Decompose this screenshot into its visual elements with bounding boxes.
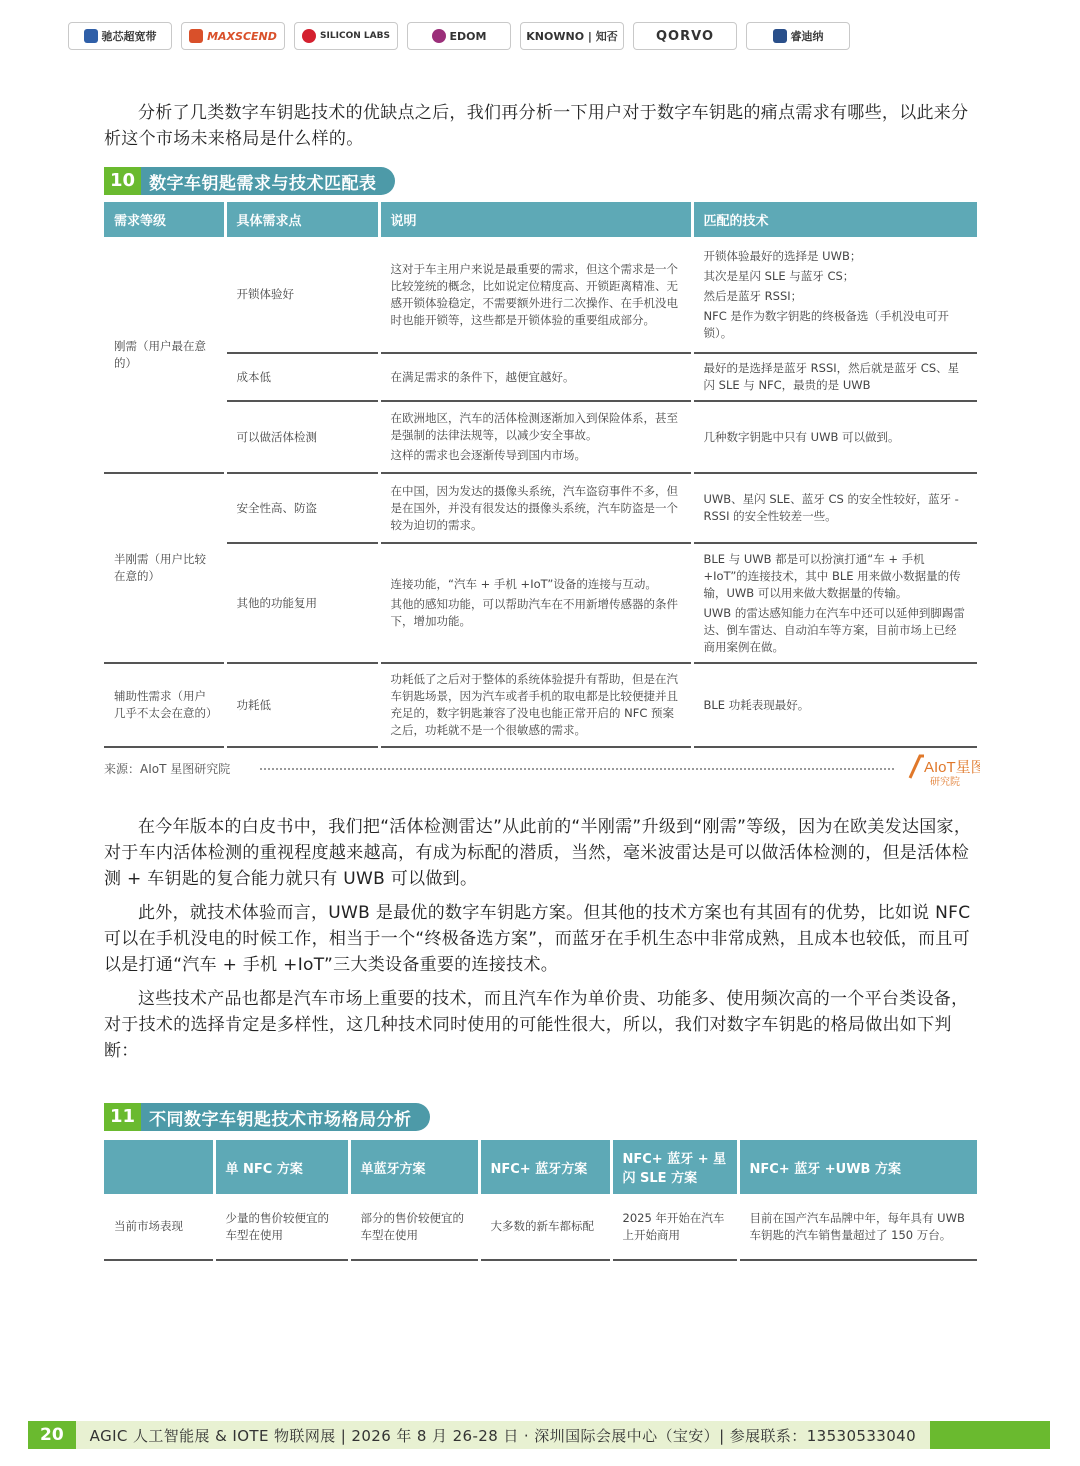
tech-cell	[692, 543, 977, 663]
dotted-divider	[260, 768, 894, 770]
table-cell: 大多数的新车都标配	[479, 1194, 611, 1260]
desc-line: 在欧洲地区，汽车的活体检测逐渐加入到保险体系，甚至是强制的法律法规等，以减少安全事故。	[390, 411, 678, 442]
sponsor-logo: EDOM	[407, 22, 511, 50]
footer-accent-bar	[930, 1421, 1050, 1449]
tech-line: 开锁体验最好的选择是 UWB；	[703, 248, 862, 263]
tech-line: NFC 是作为数字钥匙的终极备选（手机没电可开锁）。	[703, 308, 949, 340]
footer-text: AGIC 人工智能展 & IOTE 物联网展 | 2026 年 8 月 26-28 日 · 深圳国际会展中心（宝安）| 参展联系：13530533040	[89, 1426, 917, 1445]
tech-line: 几种数字钥匙中只有 UWB 可以做到。	[703, 429, 900, 444]
row-label-cell: 当前市场表现	[104, 1194, 214, 1260]
tech-cell	[692, 401, 977, 473]
source-label: 来源：AIoT 星图研究院	[104, 762, 231, 776]
desc-cell	[379, 401, 692, 473]
logo-mark-icon	[189, 29, 203, 43]
table-title: 不同数字车钥匙技术市场格局分析	[149, 1109, 412, 1130]
tech-cell	[692, 473, 977, 543]
desc-cell	[379, 237, 692, 353]
level-cell: 辅助性需求（用户几乎不太会在意的）	[104, 663, 225, 747]
desc-line: 连接功能，“汽车 + 手机 +IoT”设备的连接与互动。	[390, 577, 657, 591]
page-number: 20	[28, 1421, 76, 1449]
tech-line: 然后是蓝牙 RSSI；	[703, 288, 803, 303]
col-header: NFC+ 蓝牙方案	[479, 1140, 611, 1194]
need-cell: 成本低	[225, 353, 379, 401]
table-11-title	[104, 1103, 430, 1131]
tech-line: 最好的是选择是蓝牙 RSSI，然后就是蓝牙 CS、星闪 SLE 与 NFC，最贵的是 UWB	[703, 361, 960, 392]
tech-line: UWB、星闪 SLE、蓝牙 CS 的安全性较好，蓝牙 -RSSI 的安全性较差一些。	[703, 492, 959, 523]
desc-cell	[379, 543, 692, 663]
table-10-title	[104, 167, 395, 195]
intro-paragraph: 分析了几类数字车钥匙技术的优缺点之后，我们再分析一下用户对于数字车钥匙的痛点需求有哪些，以此来分析这个市场未来格局是什么样的。	[104, 103, 969, 149]
desc-line: 其他的感知功能，可以帮助汽车在不用新增传感器的条件下，增加功能。	[390, 597, 678, 628]
desc-line: 功耗低了之后对于整体的系统体验提升有帮助，但是在汽车钥匙场景，因为汽车或者手机的取电都是比较便捷并且充足的，数字钥匙兼容了没电也能正常开启的 NFC 预案之后，功耗就不是一个很敏感的需求。	[390, 672, 678, 737]
body-paragraph: 此外，就技术体验而言，UWB 是最优的数字车钥匙方案。但其他的技术方案也有其固有的优势，比如说 NFC 可以在手机没电的时候工作，相当于一个“终极备选方案”，而蓝牙在手机生态中非常成熟，且成本也较低，而且可以是打通“汽车 + 手机 +IoT”三大类设备重要的连接技术。	[104, 903, 971, 975]
col-header: NFC+ 蓝牙 + 星闪 SLE 方案	[611, 1140, 738, 1194]
desc-line: 这对于车主用户来说是最重要的需求，但这个需求是一个比较笼统的概念，比如说定位精度高、开锁距离精准、无感开锁体验稳定，不需要额外进行二次操作、在手机没电时也能开锁等，这些都是开锁体验的重要组成部分。	[390, 261, 678, 327]
table-number: 10	[104, 167, 141, 195]
col-header: 需求等级	[104, 202, 225, 237]
aiot-logo	[906, 752, 980, 788]
desc-line: 在满足需求的条件下，越便宜越好。	[390, 369, 575, 384]
need-cell: 可以做活体检测	[225, 401, 379, 473]
need-cell: 功耗低	[225, 663, 379, 747]
table-source	[104, 760, 894, 777]
table-cell: 部分的售价较便宜的车型在使用	[349, 1194, 479, 1260]
tech-line: UWB 的雷达感知能力在汽车中还可以延伸到脚踢雷达、倒车雷达、自动泊车等方案，目前市场上已经商用案例在做。	[703, 605, 965, 654]
sponsor-logo: KNOWNO | 知否	[520, 22, 624, 50]
level-cell: 刚需（用户最在意的）	[104, 237, 225, 473]
tech-line: BLE 与 UWB 都是可以扮演打通“车 + 手机 +IoT”的连接技术，其中 BLE 用来做小数据量的传输，UWB 可以用来做大数据量的传输。	[703, 551, 961, 600]
table-row	[104, 401, 977, 473]
aiot-logo-icon	[906, 752, 980, 788]
sponsor-logo: 睿迪纳	[746, 22, 850, 50]
sponsor-logo-strip	[68, 22, 850, 50]
col-header: 匹配的技术	[692, 202, 977, 237]
level-cell: 半刚需（用户比较在意的）	[104, 473, 225, 663]
desc-cell	[379, 353, 692, 401]
table-row	[104, 663, 977, 747]
table-header-row	[104, 1140, 977, 1194]
table-row	[104, 237, 977, 353]
tech-line: BLE 功耗表现最好。	[703, 697, 810, 712]
sponsor-logo: SILICON LABS	[294, 22, 398, 50]
need-cell: 安全性高、防盗	[225, 473, 379, 543]
svg-text:AIoT星图: AIoT星图	[924, 759, 980, 776]
desc-cell	[379, 473, 692, 543]
logo-mark-icon	[84, 29, 98, 43]
svg-text:研究院: 研究院	[930, 777, 960, 788]
desc-line: 在中国，因为发达的摄像头系统，汽车盗窃事件不多，但是在国外，并没有很发达的摄像头系统，汽车防盗是一个较为迫切的需求。	[390, 483, 678, 532]
body-paragraph: 在今年版本的白皮书中，我们把“活体检测雷达”从此前的“半刚需”升级到“刚需”等级，因为在欧美发达国家，对于车内活体检测的重视程度越来越高，有成为标配的潜质，当然，毫米波雷达是可以做活体检测的，但是活体检测 + 车钥匙的复合能力就只有 UWB 可以做到。	[104, 817, 972, 889]
sponsor-logo: MAXSCEND	[181, 22, 285, 50]
col-header: 单 NFC 方案	[214, 1140, 349, 1194]
table-cell: 目前在国产汽车品牌中年，每年具有 UWB 车钥匙的汽车销售量超过了 150 万台。	[738, 1194, 977, 1260]
tech-cell	[692, 237, 977, 353]
desc-line: 这样的需求也会逐渐传导到国内市场。	[390, 448, 586, 462]
col-header: NFC+ 蓝牙 +UWB 方案	[738, 1140, 977, 1194]
table-row	[104, 1194, 977, 1260]
need-cell: 其他的功能复用	[225, 543, 379, 663]
need-cell: 开锁体验好	[225, 237, 379, 353]
table-row	[104, 353, 977, 401]
tech-cell	[692, 663, 977, 747]
col-header: 单蓝牙方案	[349, 1140, 479, 1194]
sponsor-logo: QORVO	[633, 22, 737, 50]
market-landscape-table	[104, 1140, 977, 1261]
table-row	[104, 473, 977, 543]
tech-cell	[692, 353, 977, 401]
tech-line: 其次是星闪 SLE 与蓝牙 CS；	[703, 268, 855, 283]
body-paragraph: 这些技术产品也都是汽车市场上重要的技术，而且汽车作为单价贵、功能多、使用频次高的一个平台类设备，对于技术的选择肯定是多样性，这几种技术同时使用的可能性很大，所以，我们对数字车钥匙的格局做出如下判断：	[104, 989, 969, 1061]
table-cell: 2025 年开始在汽车上开始商用	[611, 1194, 738, 1260]
table-cell: 少量的售价较便宜的车型在使用	[214, 1194, 349, 1260]
table-number: 11	[104, 1103, 141, 1131]
col-header: 具体需求点	[225, 202, 379, 237]
table-title: 数字车钥匙需求与技术匹配表	[149, 173, 377, 194]
col-header	[104, 1140, 214, 1194]
logo-mark-icon	[432, 29, 446, 43]
sponsor-logo: 驰芯超宽带	[68, 22, 172, 50]
logo-mark-icon	[302, 29, 316, 43]
table-header-row	[104, 202, 977, 237]
desc-cell	[379, 663, 692, 747]
table-row	[104, 543, 977, 663]
logo-mark-icon	[773, 29, 787, 43]
col-header: 说明	[379, 202, 692, 237]
page-footer	[28, 1421, 1050, 1449]
demand-tech-table	[104, 202, 977, 748]
